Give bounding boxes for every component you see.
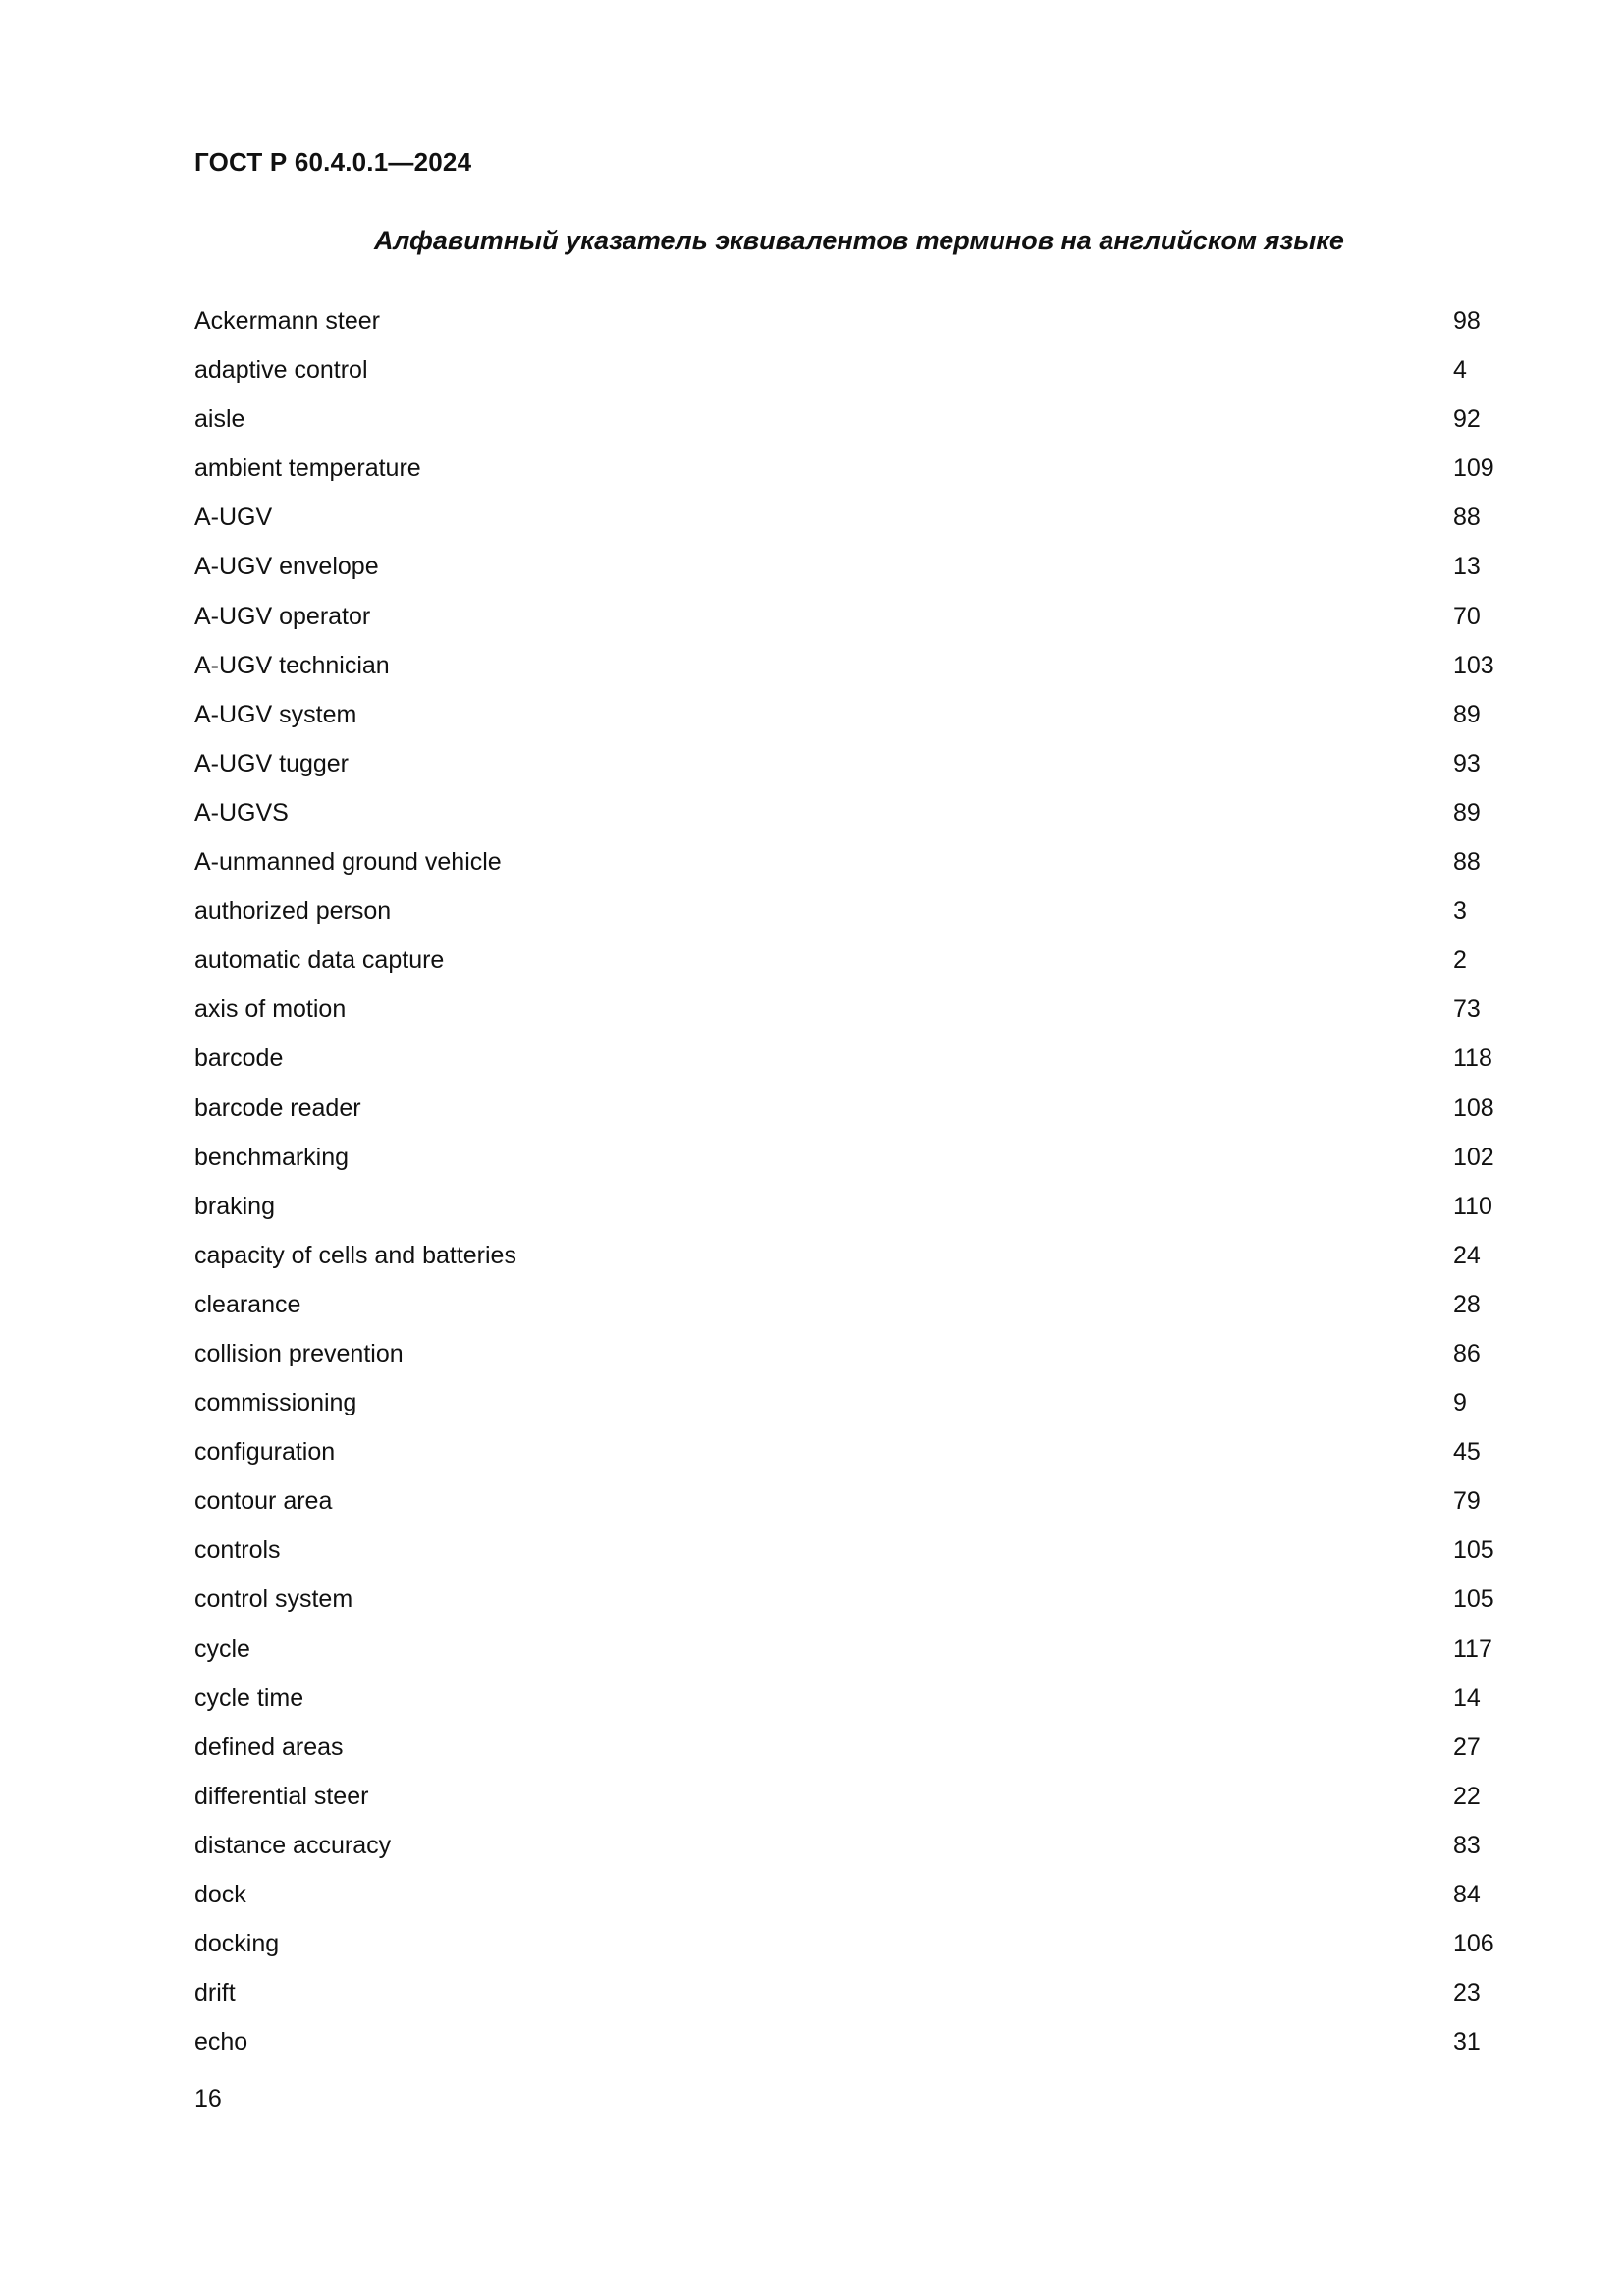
index-entry [194, 1476, 1500, 1525]
index-entry [194, 395, 1500, 444]
index-entry [194, 1674, 1500, 1723]
index-term: benchmarking [194, 1143, 350, 1171]
index-term-number: 105 [1453, 1585, 1494, 1614]
index-entry [194, 1133, 1500, 1182]
index-term-number: 23 [1453, 1979, 1481, 2007]
index-entry [194, 1772, 1500, 1821]
index-entry [194, 641, 1500, 690]
index-entry [194, 346, 1500, 395]
index-entry [194, 690, 1500, 739]
index-term-number: 70 [1453, 602, 1481, 630]
index-term: braking [194, 1192, 275, 1220]
index-term: A-UGV [194, 504, 273, 532]
index-term-number: 92 [1453, 405, 1481, 434]
index-term-number: 89 [1453, 798, 1481, 827]
index-term-number: 22 [1453, 1782, 1481, 1810]
index-entry [194, 739, 1500, 788]
index-entry [194, 542, 1500, 591]
index-term: authorized person [194, 897, 392, 926]
index-term: ambient temperature [194, 454, 421, 483]
index-entry [194, 1870, 1500, 1919]
index-term-number: 98 [1453, 307, 1481, 335]
index-term-number: 103 [1453, 651, 1494, 679]
index-term-number: 108 [1453, 1094, 1494, 1122]
index-entry [194, 1034, 1500, 1083]
index-term: clearance [194, 1290, 301, 1318]
index-term: A-UGV tugger [194, 749, 350, 777]
index-term-number: 106 [1453, 1930, 1494, 1958]
index-term: automatic data capture [194, 946, 445, 975]
index-term: adaptive control [194, 356, 368, 385]
index-term-number: 88 [1453, 504, 1481, 532]
index-entry [194, 1821, 1500, 1870]
index-term-number: 2 [1453, 946, 1467, 975]
index-entry [194, 592, 1500, 641]
index-term-number: 109 [1453, 454, 1494, 483]
index-term: echo [194, 2028, 248, 2056]
index-term: A-UGVS [194, 798, 289, 827]
index-term: drift [194, 1979, 236, 2007]
index-term-number: 24 [1453, 1241, 1481, 1269]
index-term: A-UGV operator [194, 602, 371, 630]
index-entry [194, 2017, 1500, 2066]
index-entry [194, 1525, 1500, 1575]
index-term-number: 73 [1453, 995, 1481, 1024]
index-term: capacity of cells and batteries [194, 1241, 516, 1269]
index-term: cycle time [194, 1683, 304, 1712]
index-term-number: 31 [1453, 2028, 1481, 2056]
index-entry [194, 985, 1500, 1034]
index-term: A-UGV envelope [194, 553, 379, 581]
index-term-number: 102 [1453, 1143, 1494, 1171]
index-term: control system [194, 1585, 353, 1614]
index-term: contour area [194, 1487, 333, 1516]
index-term: collision prevention [194, 1339, 404, 1367]
index-term-number: 3 [1453, 897, 1467, 926]
index-term: docking [194, 1930, 280, 1958]
index-term: defined areas [194, 1733, 344, 1761]
index-term-number: 84 [1453, 1881, 1481, 1908]
index-entry [194, 1231, 1500, 1280]
index-term: A-UGV system [194, 700, 357, 728]
index-term: aisle [194, 405, 245, 434]
index-entry [194, 1575, 1500, 1624]
index-term: A-UGV technician [194, 651, 390, 679]
index-entry [194, 1084, 1500, 1133]
index-term-number: 110 [1453, 1192, 1492, 1220]
document-code: ГОСТ Р 60.4.0.1—2024 [194, 147, 472, 177]
index-entry [194, 788, 1500, 837]
index-term-number: 83 [1453, 1831, 1481, 1859]
index-term: controls [194, 1536, 281, 1565]
index-term-number: 93 [1453, 749, 1481, 777]
index-term: cycle [194, 1634, 250, 1663]
index-term: axis of motion [194, 995, 347, 1024]
index-term-number: 89 [1453, 700, 1481, 728]
index-term-number: 45 [1453, 1438, 1481, 1467]
index-entry [194, 1329, 1500, 1378]
index-entry [194, 493, 1500, 542]
page-number: 16 [194, 2085, 222, 2112]
index-term: commissioning [194, 1389, 357, 1417]
index-term: barcode [194, 1044, 284, 1073]
index-term: differential steer [194, 1782, 369, 1810]
index-term-number: 4 [1453, 356, 1467, 385]
index-term: barcode reader [194, 1094, 361, 1122]
index-term: distance accuracy [194, 1831, 392, 1859]
index-title: Алфавитный указатель эквивалентов терминов на английском языке [374, 226, 1344, 255]
index-term-number: 13 [1453, 553, 1481, 581]
index-term: A-unmanned ground vehicle [194, 848, 502, 877]
index-term: Ackermann steer [194, 307, 380, 335]
index-entry [194, 886, 1500, 935]
index-term-number: 79 [1453, 1487, 1481, 1516]
index-entry [194, 1427, 1500, 1476]
index-term-number: 118 [1453, 1044, 1492, 1073]
index-term-number: 105 [1453, 1536, 1494, 1565]
index-entry [194, 1723, 1500, 1772]
index-term-number: 27 [1453, 1733, 1481, 1761]
index-entry [194, 296, 1500, 346]
index-term-number: 86 [1453, 1339, 1481, 1367]
index-entry [194, 444, 1500, 493]
index-entry [194, 1968, 1500, 2017]
index-entry [194, 1919, 1500, 1968]
index-term: configuration [194, 1438, 336, 1467]
index-entry [194, 837, 1500, 886]
index-entry [194, 935, 1500, 985]
index-term-number: 88 [1453, 848, 1481, 877]
index-term-number: 28 [1453, 1290, 1481, 1318]
index-entry [194, 1182, 1500, 1231]
index-entry [194, 1378, 1500, 1427]
index-entry [194, 1280, 1500, 1329]
index-term-number: 14 [1453, 1683, 1481, 1712]
index-term-number: 9 [1453, 1389, 1467, 1417]
term-index-list [194, 296, 1500, 2066]
index-term-number: 117 [1453, 1634, 1492, 1663]
index-term: dock [194, 1881, 246, 1908]
index-entry [194, 1625, 1500, 1674]
